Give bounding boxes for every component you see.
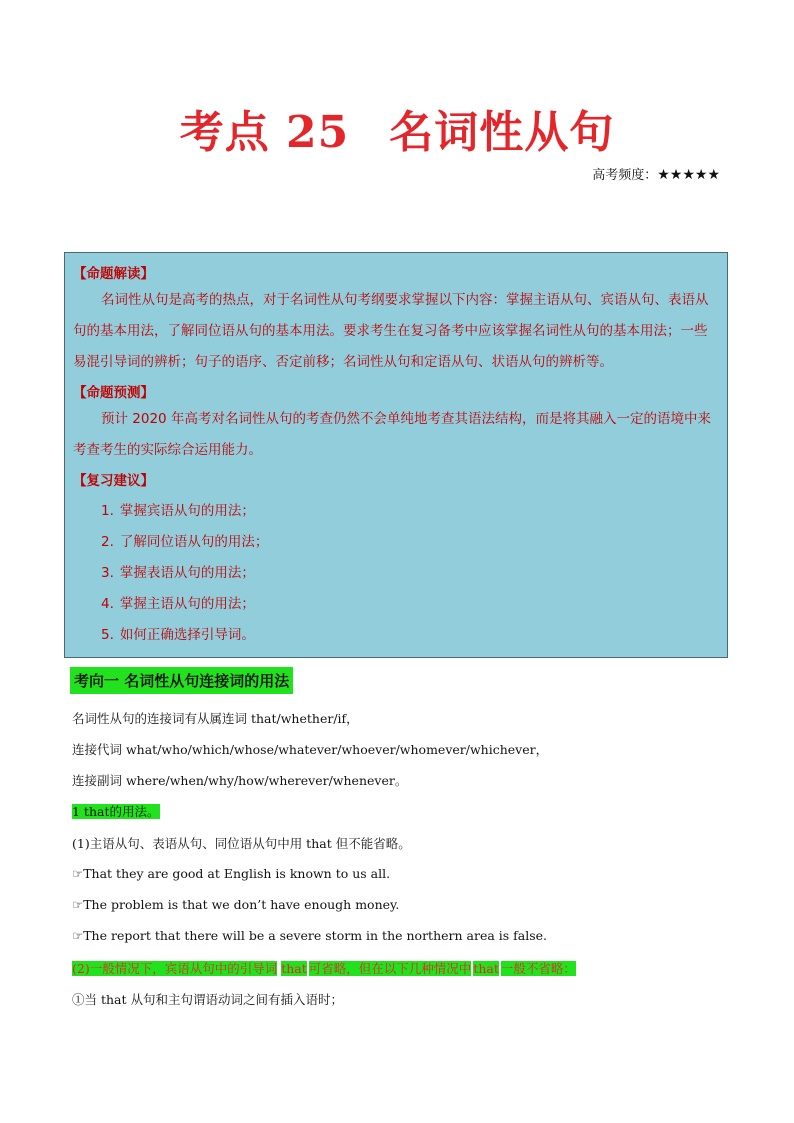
predict-text: 预计 2020 年高考对名词性从句的考查仍然不会单纯地考查其语法结构，而是将其融入一定的语境中来考查考生的实际综合运用能力。 — [73, 411, 711, 458]
highlight-that: 1 that — [72, 804, 110, 819]
example-3: ☞The report that there will be a severe storm in the northern area is false. — [72, 928, 548, 943]
advice-item: 3. 掌握表语从句的用法； — [101, 565, 255, 581]
title-topic-number: 考点 25 — [179, 107, 350, 158]
section-heading: 考向一 名词性从句连接词的用法 — [70, 667, 293, 694]
rule-1: (1)主语从句、表语从句、同位语从句中用 that 但不能省略。 — [72, 836, 411, 851]
star-rating-icon: ★★★★★ — [657, 167, 720, 183]
rule-2-part-d: that — [473, 961, 499, 976]
connectives-line-2: 连接代词 what/who/which/whose/whatever/whoever/whomever/whichever， — [72, 742, 549, 757]
interpret-heading: 【命题解读】 — [73, 266, 154, 282]
rule-2-item-1: ①当 that 从句和主句谓语动词之间有插入语时； — [72, 992, 343, 1007]
subheading-that-usage — [72, 802, 160, 820]
rule-2-part-c: 可省略，但在以下几种情况中 — [308, 961, 472, 976]
rule-2-part-b: that — [281, 961, 307, 976]
connectives-line-1: 名词性从句的连接词有从属连词 that/whether/if， — [72, 711, 359, 726]
advice-item: 4. 掌握主语从句的用法； — [101, 596, 255, 612]
overview-box — [64, 252, 728, 658]
advice-item: 2. 了解同位语从句的用法； — [101, 534, 269, 550]
interpret-text: 名词性从句是高考的热点，对于名词性从句考纲要求掌握以下内容：掌握主语从句、宾语从句、表语从句的基本用法，了解同位语从句的基本用法。要求考生在复习备考中应该掌握名词性从句的基本用法；一些易混引导词的辨析；句子的语序、否定前移；名词性从句和定语从句、状语从句的辨析等。 — [73, 292, 709, 370]
example-1: ☞That they are good at English is known to us all. — [72, 866, 391, 881]
advice-item: 1. 掌握宾语从句的用法； — [101, 503, 255, 519]
predict-heading: 【命题预测】 — [73, 385, 154, 401]
frequency-label: 高考频度： — [592, 168, 658, 183]
frequency-rating — [592, 164, 720, 183]
advice-item: 5. 如何正确选择引导词。 — [101, 627, 255, 643]
rule-2-part-a: (2)一般情况下，宾语从句中的引导词 — [72, 961, 278, 976]
page-title — [0, 96, 794, 160]
example-2: ☞The problem is that we don’t have enough money. — [72, 897, 400, 912]
rule-2-part-e: 一般不省略： — [500, 961, 576, 976]
title-topic-name: 名词性从句 — [389, 107, 615, 158]
connectives-line-3: 连接副词 where/when/why/how/wherever/whenever。 — [72, 773, 408, 788]
advice-heading: 【复习建议】 — [73, 473, 154, 489]
highlight-usage: 的用法。 — [109, 804, 160, 819]
rule-2 — [72, 959, 576, 977]
